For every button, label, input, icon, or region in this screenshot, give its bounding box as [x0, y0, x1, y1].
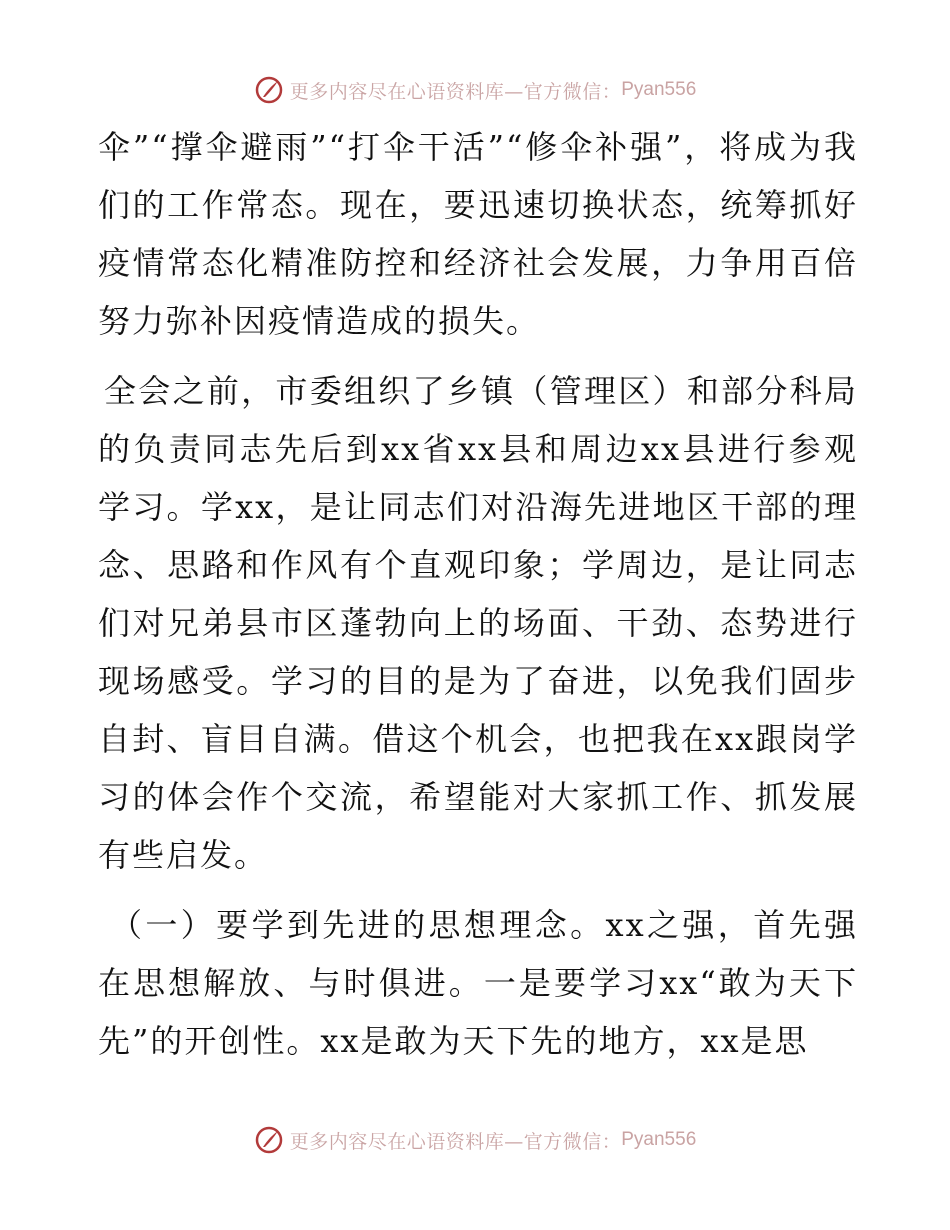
header-banner-text: 更多内容尽在心语资料库—官方微信： — [289, 80, 622, 103]
feather-logo-icon — [254, 75, 284, 105]
document-body — [98, 118, 858, 1070]
paragraph-3: （一）要学到先进的思想理念。xx之强，首先强在思想解放、与时俱进。一是要学习xx“敢为天下先”的开创性。xx是敢为天下先的地方，xx是思 — [98, 906, 858, 1060]
paragraph-1: 伞”“撑伞避雨”“打伞干活”“修伞补强”，将成为我们的工作常态。现在，要迅速切换状态，统筹抓好疫情常态化精准防控和经济社会发展，力争用百倍努力弥补因疫情造成的损失。 — [98, 128, 858, 340]
footer-wechat-id: Pyan556 — [621, 1129, 697, 1150]
header-wechat-id: Pyan556 — [621, 79, 697, 100]
paragraph-2: 全会之前，市委组织了乡镇（管理区）和部分科局的负责同志先后到xx省xx县和周边xx县进行参观学习。学xx，是让同志们对沿海先进地区干部的理念、思路和作风有个直观印象；学周边，是让同志们对兄弟县市区蓬勃向上的场面、干劲、态势进行现场感受。学习的目的是为了奋进，以免我们固步自封、盲目自满。借这个机会，也把我在xx跟岗学习的体会作个交流，希望能对大家抓工作、抓发展有些启发。 — [98, 372, 858, 874]
page-footer-banner — [0, 1120, 950, 1160]
feather-logo-icon — [254, 1125, 284, 1155]
footer-banner-text: 更多内容尽在心语资料库—官方微信： — [289, 1130, 622, 1153]
page-header-banner — [0, 70, 950, 110]
